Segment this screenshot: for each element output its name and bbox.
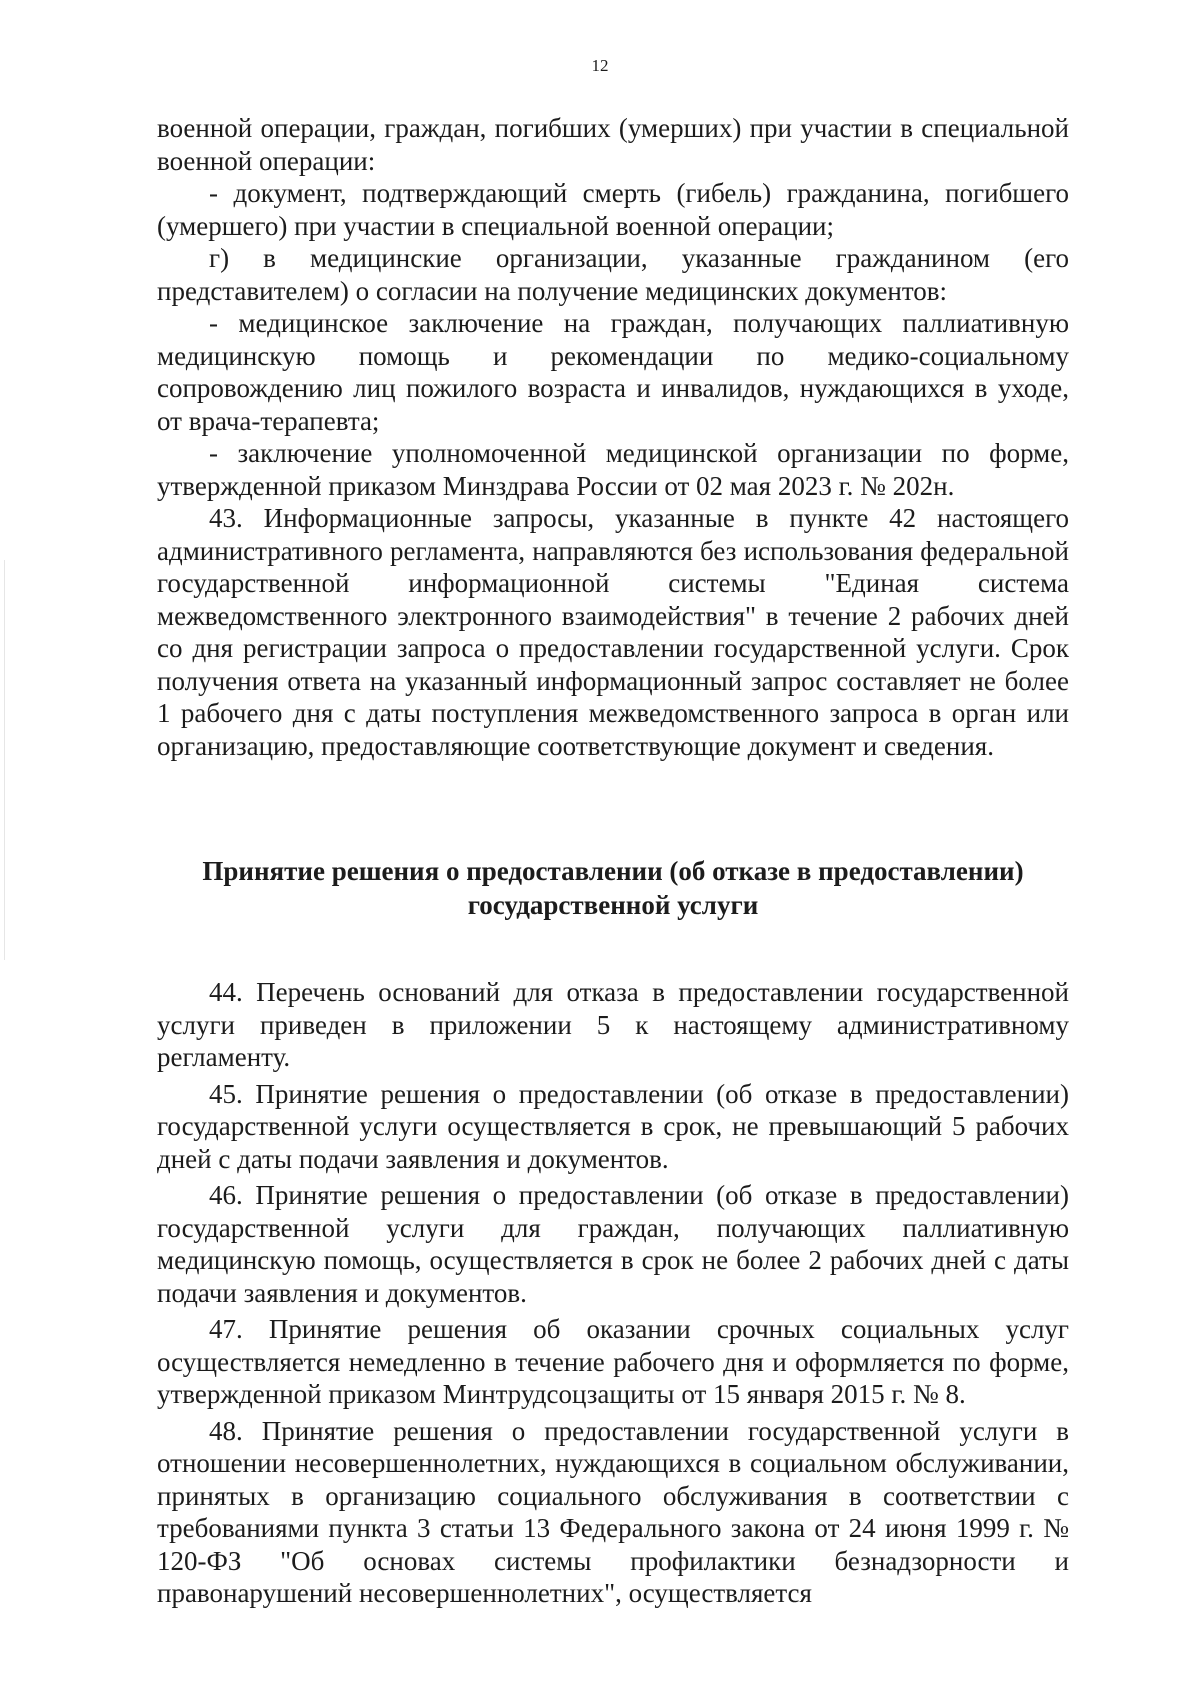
paragraph-43: 43. Информационные запросы, указанные в пункте 42 настоящего административного регламента, направляются без использования федеральной государственной информационной системы "Единая система межведомственного электронного взаимодействия" в течение 2 рабочих дней со дня регистрации запроса о предоставлении государственной услуги. Срок получения ответа на указанный информационный запрос составляет не более 1 рабочего дня с даты поступления межведомственного запроса в орган или организацию, предоставляющие соответствующие документ и сведения. (157, 503, 1069, 761)
paragraph-item-g: г) в медицинские организации, указанные гражданином (его представителем) о согласии на получение медицинских документов: (157, 243, 1069, 306)
paragraph-44: 44. Перечень оснований для отказа в предоставлении государственной услуги приведен в приложении 5 к настоящему административному регламенту. (157, 977, 1069, 1072)
paragraph-47: 47. Принятие решения об оказании срочных социальных услуг осуществляется немедленно в течение рабочего дня и оформляется по форме, утвержденной приказом Минтрудсоцзащиты от 15 января 2015 г. № 8. (157, 1314, 1069, 1409)
section-heading-line-2: государственной услуги (467, 890, 759, 920)
section-heading (157, 854, 1069, 922)
paragraph-continuation: военной операции, граждан, погибших (умерших) при участии в специальной военной операции: (157, 113, 1069, 176)
section-heading-line-1: Принятие решения о предоставлении (об отказе в предоставлении) (202, 856, 1024, 886)
paragraph-authorized-conclusion: - заключение уполномоченной медицинской организации по форме, утвержденной приказом Минздрава России от 02 мая 2023 г. № 202н. (157, 438, 1069, 501)
document-body (157, 112, 1069, 1614)
paragraph-45: 45. Принятие решения о предоставлении (об отказе в предоставлении) государственной услуги осуществляется в срок, не превышающий 5 рабочих дней с даты подачи заявления и документов. (157, 1078, 1069, 1174)
paragraph-46: 46. Принятие решения о предоставлении (об отказе в предоставлении) государственной услуги для граждан, получающих паллиативную медицинскую помощь, осуществляется в срок не более 2 рабочих дней с даты подачи заявления и документов. (157, 1180, 1069, 1308)
paragraph-medical-conclusion: - медицинское заключение на граждан, получающих паллиативную медицинскую помощь и рекомендации по медико-социальному сопровождению лиц пожилого возраста и инвалидов, нуждающихся в уходе, от врача-терапевта; (157, 308, 1069, 436)
section-decision (157, 976, 1069, 1610)
scan-edge-line (4, 560, 5, 960)
page-number: 12 (591, 56, 609, 75)
paragraph-48: 48. Принятие решения о предоставлении государственной услуги в отношении несовершеннолетних, нуждающихся в социальном обслуживании, принятых в организацию социального обслуживания в соответствии с требованиями пункта 3 статьи 13 Федерального закона от 24 июня 1999 г. № 120-ФЗ "Об основах системы профилактики безнадзорности и правонарушений несовершеннолетних", осуществляется (157, 1415, 1069, 1608)
section-continuation (157, 112, 1069, 762)
paragraph-death-document: - документ, подтверждающий смерть (гибель) гражданина, погибшего (умершего) при участии в специальной военной операции; (157, 178, 1069, 241)
